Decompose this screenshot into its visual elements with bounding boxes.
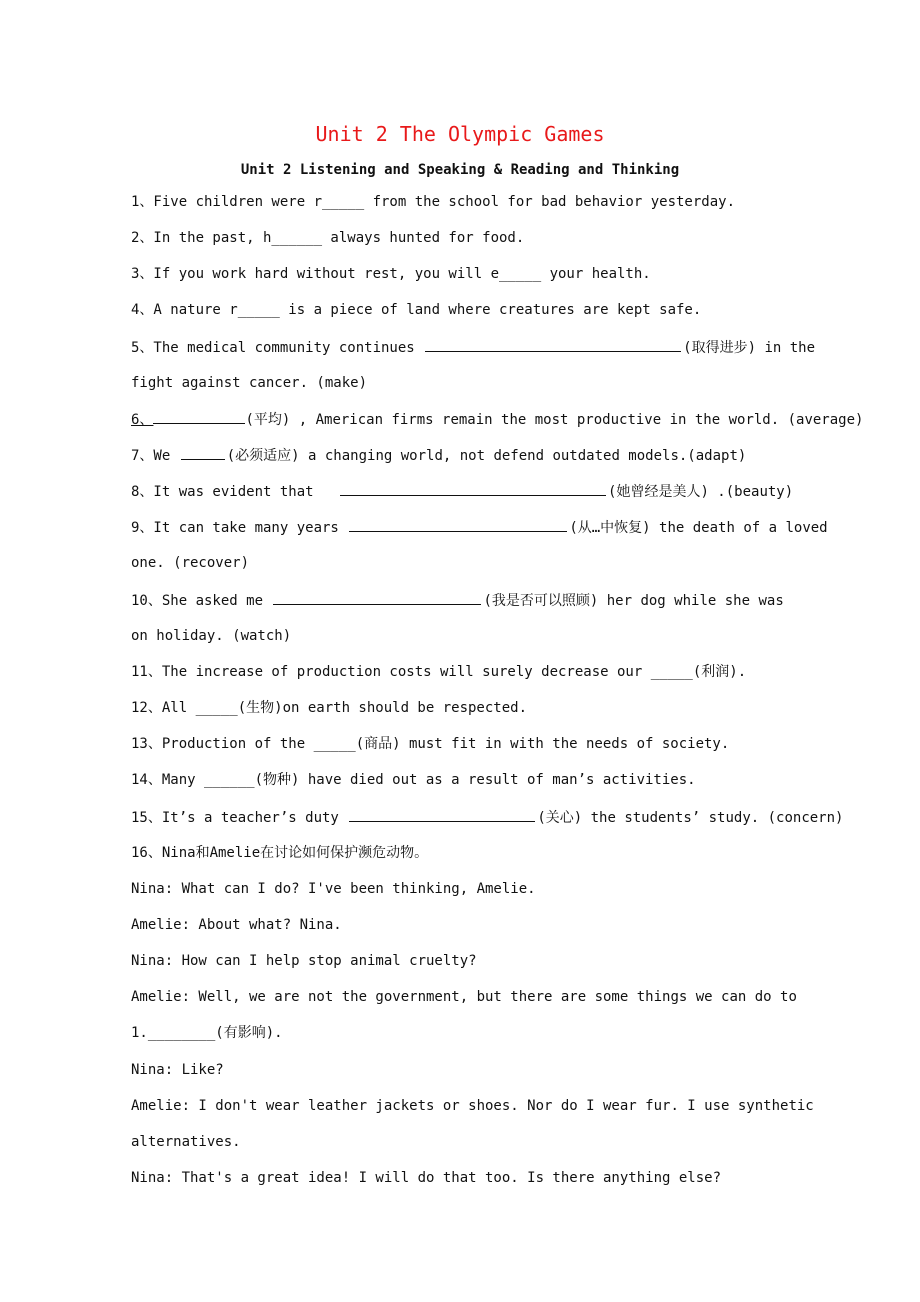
question-15-text: 15、It’s a teacher’s duty — [131, 810, 339, 826]
question-10-continued: on holiday. (watch) — [131, 628, 292, 644]
question-3: 3、If you work hard without rest, you will e_____ your health. — [131, 266, 651, 282]
question-12: 12、All _____(生物)on earth should be respected. — [131, 700, 528, 716]
answer-blank[interactable] — [181, 445, 225, 460]
question-10-text: 10、She asked me — [131, 593, 264, 609]
question-5-text: 5、The medical community continues — [131, 340, 415, 356]
answer-blank[interactable] — [273, 590, 481, 605]
question-6-text: (平均) , American firms remain the most productive in the world. (average) — [245, 412, 864, 428]
question-2: 2、In the past, h______ always hunted for food. — [131, 230, 525, 246]
question-5 — [131, 337, 815, 358]
dialogue-line: 1.________(有影响). — [131, 1025, 283, 1041]
dialogue-line: Nina: That's a great idea! I will do that too. Is there anything else? — [131, 1170, 722, 1186]
dialogue-line: Amelie: Well, we are not the government, but there are some things we can do to — [131, 989, 797, 1005]
dialogue-line: Nina: How can I help stop animal cruelty? — [131, 953, 477, 969]
question-13: 13、Production of the _____(商品) must fit in with the needs of society. — [131, 736, 730, 752]
dialogue-line: Nina: Like? — [131, 1062, 224, 1078]
question-15-hint: (关心) the students’ study. (concern) — [537, 810, 844, 826]
question-10-hint: (我是否可以照顾) her dog while she was — [483, 593, 784, 609]
answer-blank[interactable] — [340, 481, 606, 496]
question-8 — [131, 481, 793, 502]
document-title: Unit 2 The Olympic Games — [315, 122, 605, 146]
answer-blank[interactable] — [349, 517, 567, 532]
answer-blank[interactable] — [425, 337, 681, 352]
question-9-hint: (从…中恢复) the death of a loved — [569, 520, 828, 536]
question-11: 11、The increase of production costs will surely decrease our _____(利润). — [131, 664, 747, 680]
answer-blank[interactable] — [153, 409, 245, 424]
question-7-text: 7、We — [131, 448, 171, 464]
question-9-continued: one. (recover) — [131, 555, 250, 571]
answer-blank[interactable] — [349, 807, 535, 822]
question-8-text: 8、It was evident that — [131, 484, 314, 500]
question-10 — [131, 590, 784, 611]
question-5-hint: (取得进步) in the — [683, 340, 816, 356]
question-5-continued: fight against cancer. (make) — [131, 375, 368, 391]
dialogue-line: alternatives. — [131, 1134, 241, 1150]
question-1: 1、Five children were r_____ from the school for bad behavior yesterday. — [131, 194, 736, 210]
dialogue-line: Amelie: About what? Nina. — [131, 917, 342, 933]
question-16: 16、Nina和Amelie在讨论如何保护濒危动物。 — [131, 845, 429, 861]
dialogue-line: Nina: What can I do? I've been thinking, Amelie. — [131, 881, 536, 897]
question-7-hint: (必须适应) a changing world, not defend outdated models.(adapt) — [226, 448, 747, 464]
question-6 — [131, 409, 863, 430]
question-8-hint: (她曾经是美人) .(beauty) — [608, 484, 794, 500]
question-14: 14、Many ______(物种) have died out as a result of man’s activities. — [131, 772, 696, 788]
question-15 — [131, 807, 843, 828]
question-9 — [131, 517, 828, 538]
question-6-number: 6、 — [131, 412, 154, 428]
question-4: 4、A nature r_____ is a piece of land where creatures are kept safe. — [131, 302, 702, 318]
question-9-text: 9、It can take many years — [131, 520, 339, 536]
document-subtitle: Unit 2 Listening and Speaking & Reading and Thinking — [240, 162, 680, 178]
question-7 — [131, 445, 746, 466]
dialogue-line: Amelie: I don't wear leather jackets or shoes. Nor do I wear fur. I use synthetic — [131, 1098, 814, 1114]
